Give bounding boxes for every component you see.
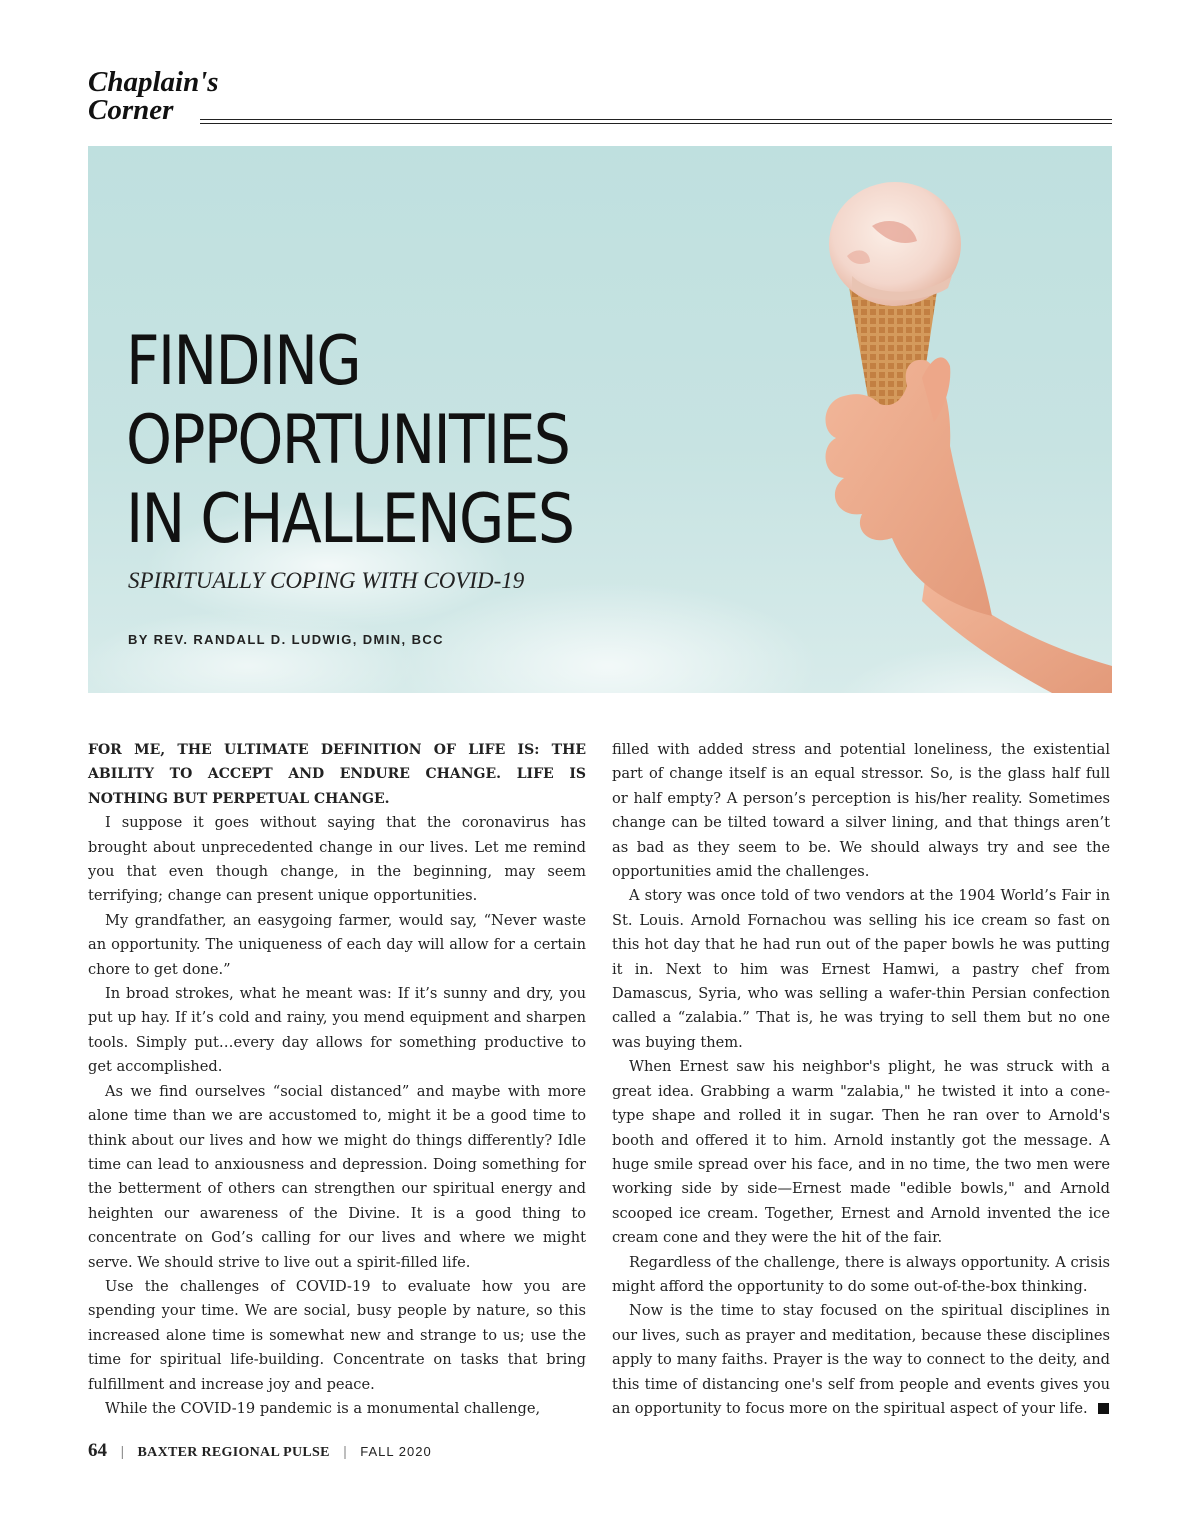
hero-banner <box>88 146 1112 693</box>
section-label <box>88 68 219 124</box>
article-paragraph: Use the challenges of COVID-19 to evaluate how you are spending your time. We are social, busy people by nature, so this increased alone time is somewhat new and strange to us; use the time for spiritual life-building. Concentrate on tasks that bring fulfillment and increase joy and peace. <box>88 1277 586 1393</box>
issue-date: FALL 2020 <box>360 1444 432 1459</box>
article-final-paragraph <box>612 1299 1110 1421</box>
article-paragraph: When Ernest saw his neighbor's plight, he was struck with a great idea. Grabbing a warm "zalabia," he twisted it into a cone-type shape and rolled it in sugar. Then he ran over to Arnold's booth and offered it to him. Arnold instantly got the message. A huge smile spread over his face, and in no time, the two men were working side by side—Ernest made "edible bowls," and Arnold scooped ice cream. Together, Ernest and Arnold invented the ice cream cone and they were the hit of the fair. <box>612 1058 1110 1247</box>
article-final-paragraph-text: Now is the time to stay focused on the spiritual disciplines in our lives, such as prayer and meditation, because these disciplines apply to many faiths. Prayer is the way to connect to the deity, and this time of distancing one's self from people and events gives you an opportunity to focus more on the spiritual aspect of your life. <box>612 1302 1110 1417</box>
article-paragraph: While the COVID-19 pandemic is a monumental challenge, <box>105 1399 541 1417</box>
article-title-line-1: FINDING <box>126 322 360 401</box>
article-paragraph-continued: filled with added stress and potential loneliness, the existential part of change itself is an equal stressor. So, is the glass half full or half empty? A person’s perception is his/her reality. Sometimes change can be tilted toward a silver lining, and that things aren’t as bad as they seem to be. We should always try and see the opportunities amid the challenges. <box>612 741 1110 881</box>
article-lead-paragraph: FOR ME, THE ULTIMATE DEFINITION OF LIFE IS: THE ABILITY TO ACCEPT AND ENDURE CHANGE. LIFE IS NOTHING BUT PERPETUAL CHANGE. <box>88 742 586 807</box>
footer-separator: | <box>343 1444 347 1460</box>
article-subtitle: SPIRITUALLY COPING WITH COVID-19 <box>128 568 525 593</box>
article-paragraph: Regardless of the challenge, there is always opportunity. A crisis might afford the opportunity to do some out-of-the-box thinking. <box>612 1253 1110 1295</box>
article-paragraph: I suppose it goes without saying that the coronavirus has brought about unprecedented change in our lives. Let me remind you that even though change, in the beginning, may seem terrifying; change can present unique opportunities. <box>88 814 586 905</box>
end-of-article-icon <box>1098 1403 1109 1414</box>
page-footer <box>88 1440 432 1462</box>
article-paragraph: In broad strokes, what he meant was: If it’s sunny and dry, you put up hay. If it’s cold and rainy, you mend equipment and sharpen tools. Simply put…every day allows for something productive to get accomplished. <box>88 985 586 1076</box>
article-column-left <box>88 738 586 1421</box>
article-column-right <box>612 738 1110 1421</box>
article-byline: BY REV. RANDALL D. LUDWIG, DMIN, BCC <box>128 632 444 647</box>
publication-name: BAXTER REGIONAL PULSE <box>137 1445 330 1460</box>
article-title <box>126 322 573 559</box>
section-divider <box>200 119 1112 124</box>
article-title-line-3: IN CHALLENGES <box>126 480 574 559</box>
section-label-line-1: Chaplain's <box>88 66 219 98</box>
article-paragraph: As we find ourselves “social distanced” and maybe with more alone time than we are accustomed to, might it be a good time to think about our lives and how we might do things differently? Idle time can lead to anxiousness and depression. Doing something for the betterment of others can strengthen our spiritual energy and heighten our awareness of the Divine. It is a good thing to concentrate on God’s calling for our lives and where we might serve. We should strive to live out a spirit-filled life. <box>88 1082 586 1271</box>
article-title-line-2: OPPORTUNITIES <box>126 401 570 480</box>
page-number: 64 <box>88 1440 107 1461</box>
article-paragraph: A story was once told of two vendors at the 1904 World’s Fair in St. Louis. Arnold Fornachou was selling his ice cream so fast on this hot day that he had run out of the paper bowls he was putting it in. Next to him was Ernest Hamwi, a pastry chef from Damascus, Syria, who was selling a wafer-thin Persian confection called a “zalabia.” That is, he was trying to sell them but no one was buying them. <box>612 887 1110 1051</box>
section-label-line-2: Corner <box>88 94 174 126</box>
article-paragraph: My grandfather, an easygoing farmer, would say, “Never waste an opportunity. The uniqueness of each day will allow for a certain chore to get done.” <box>88 911 586 978</box>
footer-separator: | <box>120 1444 124 1460</box>
ice-cream-cone-image <box>752 146 1112 693</box>
